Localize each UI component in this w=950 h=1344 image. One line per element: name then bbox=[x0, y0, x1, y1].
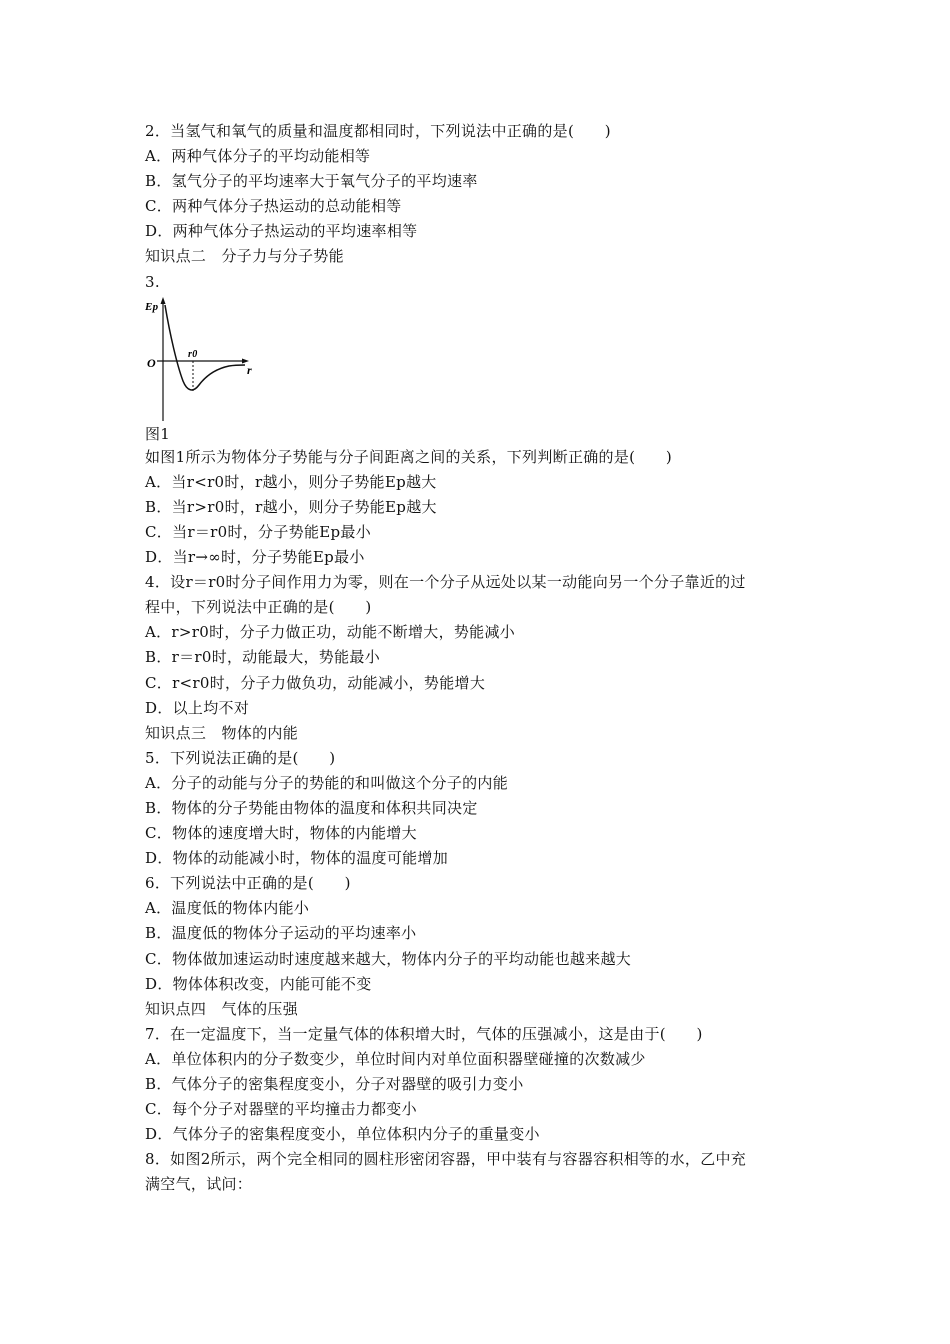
q3-option-a: A．当r<r0时，r越小，则分子势能Ep越大 bbox=[145, 472, 437, 491]
q7-stem: 7．在一定温度下，当一定量气体的体积增大时，气体的压强减小，这是由于( ) bbox=[145, 1024, 703, 1043]
q6-option-d: D．物体体积改变，内能可能不变 bbox=[145, 974, 372, 993]
q3-number: 3. bbox=[145, 272, 160, 291]
q3-stem: 如图1所示为物体分子势能与分子间距离之间的关系，下列判断正确的是( ) bbox=[145, 447, 673, 466]
q5-option-d: D．物体的动能减小时，物体的温度可能增加 bbox=[145, 849, 449, 868]
q4-option-c: C．r<r0时，分子力做负功，动能减小，势能增大 bbox=[145, 673, 486, 692]
q2-option-c: C．两种气体分子热运动的总动能相等 bbox=[145, 197, 402, 216]
q4-option-d: D．以上均不对 bbox=[145, 698, 250, 717]
q3-option-d: D．当r→∞时，分子势能Ep最小 bbox=[145, 548, 365, 567]
q8-stem-line1: 8．如图2所示，两个完全相同的圆柱形密闭容器，甲中装有与容器容积相等的水，乙中充 bbox=[145, 1150, 747, 1169]
q3-option-c: C．当r＝r0时，分子势能Ep最小 bbox=[145, 522, 372, 541]
q7-option-c: C．每个分子对器壁的平均撞击力都变小 bbox=[145, 1100, 417, 1119]
q5-option-a: A．分子的动能与分子的势能的和叫做这个分子的内能 bbox=[145, 773, 509, 792]
section-heading-3: 知识点三 物体的内能 bbox=[145, 723, 299, 742]
y-axis-label: Ep bbox=[145, 300, 159, 313]
q6-option-a: A．温度低的物体内能小 bbox=[145, 899, 310, 918]
q2-option-d: D．两种气体分子热运动的平均速率相等 bbox=[145, 222, 418, 241]
q4-stem-line2: 程中，下列说法中正确的是( ) bbox=[145, 598, 372, 617]
q5-option-c: C．物体的速度增大时，物体的内能增大 bbox=[145, 824, 417, 843]
x-axis-label: r bbox=[247, 362, 252, 377]
section-heading-4: 知识点四 气体的压强 bbox=[145, 999, 299, 1018]
document-page bbox=[145, 119, 825, 1197]
section-heading-2: 知识点二 分子力与分子势能 bbox=[145, 247, 344, 266]
q4-option-a: A．r>r0时，分子力做正功，动能不断增大，势能减小 bbox=[145, 623, 516, 642]
q2-option-b: B．氢气分子的平均速率大于氧气分子的平均速率 bbox=[145, 172, 478, 191]
q2-option-a: A．两种气体分子的平均动能相等 bbox=[145, 147, 371, 166]
q6-option-c: C．物体做加速运动时速度越来越大，物体内分子的平均动能也越来越大 bbox=[145, 949, 632, 968]
q4-stem-line1: 4．设r＝r0时分子间作用力为零，则在一个分子从远处以某一动能向另一个分子靠近的过 bbox=[145, 573, 746, 592]
potential-energy-curve-diagram bbox=[145, 295, 265, 423]
q3-option-b: B．当r>r0时，r越小，则分子势能Ep越大 bbox=[145, 497, 437, 516]
potential-energy-figure bbox=[145, 295, 825, 423]
q2-stem: 2．当氢气和氧气的质量和温度都相同时，下列说法中正确的是( ) bbox=[145, 122, 611, 140]
r0-label: r0 bbox=[188, 348, 198, 360]
q7-option-d: D．气体分子的密集程度变小，单位体积内分子的重量变小 bbox=[145, 1125, 540, 1144]
q7-option-a: A．单位体积内的分子数变少，单位时间内对单位面积器壁碰撞的次数减少 bbox=[145, 1049, 646, 1068]
q4-option-b: B．r＝r0时，动能最大，势能最小 bbox=[145, 648, 381, 667]
q6-option-b: B．温度低的物体分子运动的平均速率小 bbox=[145, 924, 417, 943]
q7-option-b: B．气体分子的密集程度变小，分子对器壁的吸引力变小 bbox=[145, 1075, 524, 1093]
figure-caption: 图1 bbox=[145, 424, 171, 443]
q8-stem-line2: 满空气，试问： bbox=[145, 1175, 253, 1194]
q6-stem: 6．下列说法中正确的是( ) bbox=[145, 874, 351, 893]
q5-stem: 5．下列说法正确的是( ) bbox=[145, 748, 336, 767]
q5-option-b: B．物体的分子势能由物体的温度和体积共同决定 bbox=[145, 798, 478, 817]
origin-label: O bbox=[147, 355, 156, 370]
